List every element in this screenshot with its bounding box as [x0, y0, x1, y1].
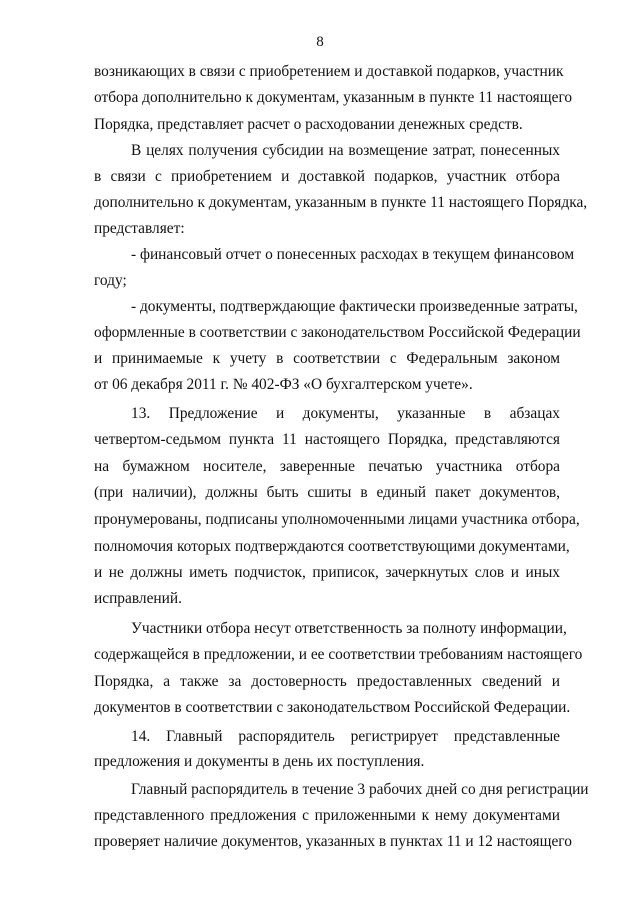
text-line: Главный распорядитель в течение 3 рабочих дней со дня регистрации	[131, 781, 589, 798]
text-line: - документы, подтверждающие фактически произведенные затраты,	[131, 298, 578, 315]
text-line: (при наличии), должны быть сшиты в единый пакет документов,	[94, 484, 560, 501]
text-line: предложения и документы в день их поступления.	[94, 753, 425, 770]
text-line: полномочия которых подтверждаются соответствующими документами,	[94, 538, 570, 555]
text-line: отбора дополнительно к документам, указанным в пункте 11 настоящего	[94, 89, 573, 106]
text-line: году;	[94, 272, 127, 289]
text-line: - финансовый отчет о понесенных расходах в текущем финансовом	[131, 246, 575, 263]
text-line: содержащейся в предложении, и ее соответствии требованиям настоящего	[94, 646, 583, 663]
text-line: исправлений.	[94, 590, 182, 607]
text-line: на бумажном носителе, заверенные печатью участника отбора	[94, 458, 560, 475]
text-line: документов в соответствии с законодательством Российской Федерации.	[94, 699, 571, 716]
text-line: и принимаемые к учету в соответствии с Федеральным законом	[94, 350, 560, 367]
text-line: 14. Главный распорядитель регистрирует представленные	[131, 728, 560, 745]
text-line: пронумерованы, подписаны уполномоченными лицами участника отбора,	[94, 511, 580, 528]
text-line: дополнительно к документам, указанным в пункте 11 настоящего Порядка,	[94, 194, 588, 211]
text-line: и не должны иметь подчисток, приписок, зачеркнутых слов и иных	[94, 564, 560, 581]
text-line: четвертом-седьмом пункта 11 настоящего Порядка, представляются	[94, 431, 560, 448]
page-number: 8	[316, 34, 324, 50]
text-line: представленного предложения с приложенными к нему документами	[94, 807, 560, 824]
text-line: от 06 декабря 2011 г. № 402-ФЗ «О бухгалтерском учете».	[94, 376, 473, 393]
text-line: представляет:	[94, 220, 185, 237]
text-line: Порядка, представляет расчет о расходовании денежных средств.	[94, 116, 523, 133]
text-line: Порядка, а также за достоверность предоставленных сведений и	[94, 673, 560, 690]
text-line: Участники отбора несут ответственность за полноту информации,	[131, 620, 567, 637]
text-line: возникающих в связи с приобретением и доставкой подарков, участник	[94, 63, 564, 80]
text-line: В целях получения субсидии на возмещение затрат, понесенных	[131, 142, 560, 159]
text-line: оформленные в соответствии с законодательством Российской Федерации	[94, 324, 581, 341]
text-line: 13. Предложение и документы, указанные в абзацах	[131, 405, 560, 422]
text-line: проверяет наличие документов, указанных в пунктах 11 и 12 настоящего	[94, 833, 572, 850]
text-line: в связи с приобретением и доставкой подарков, участник отбора	[94, 168, 560, 185]
